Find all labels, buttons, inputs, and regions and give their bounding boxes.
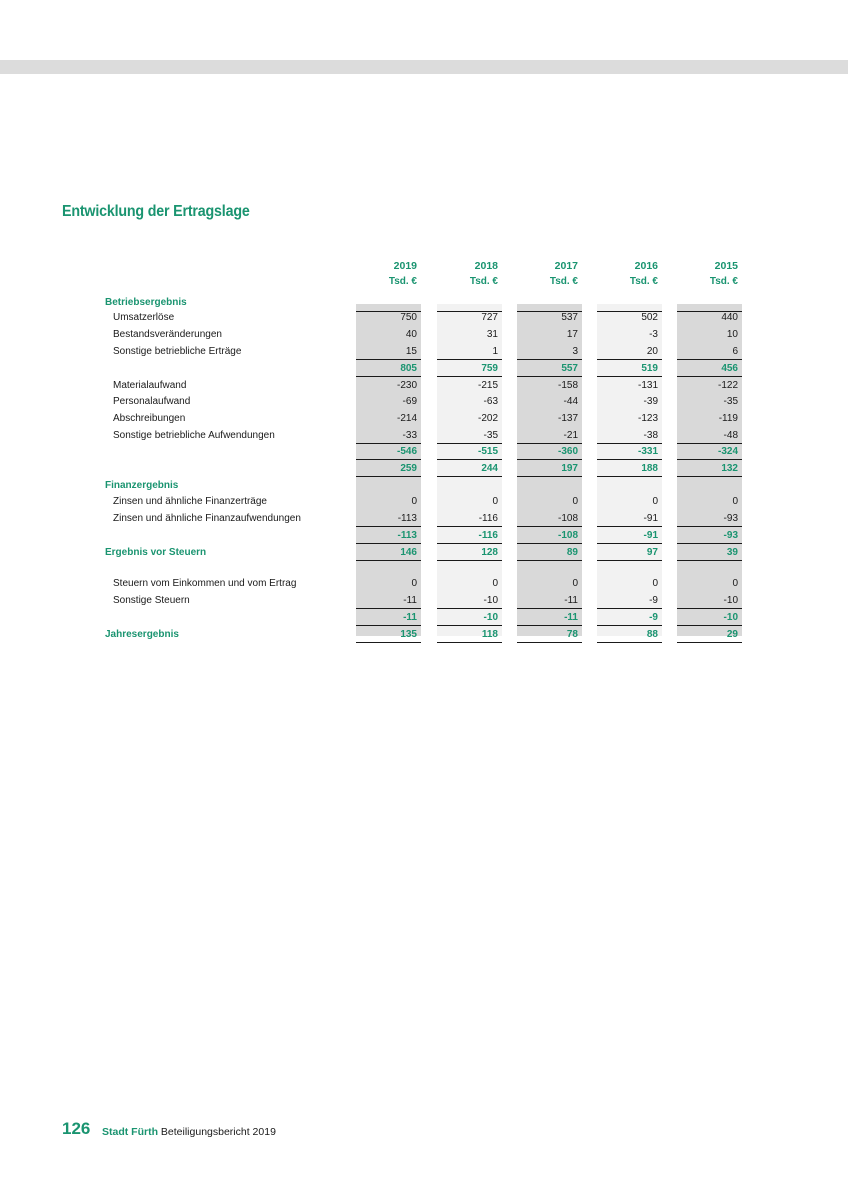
row-rule (437, 311, 502, 312)
table-cell: -360 (557, 446, 578, 457)
table-cell: 537 (561, 312, 578, 323)
table-cell: -33 (402, 430, 417, 441)
row-rule (356, 526, 421, 527)
row-rule (517, 359, 582, 360)
row-rule (517, 560, 582, 561)
table-cell: 244 (481, 463, 498, 474)
table-cell: 20 (646, 346, 658, 357)
table-cell: -116 (478, 530, 498, 541)
table-cell: 78 (566, 629, 578, 640)
table-cell: -63 (483, 396, 498, 407)
table-cell: 3 (572, 346, 578, 357)
table-cell: -546 (396, 446, 417, 457)
row-rule (517, 459, 582, 460)
row-label: Umsatzerlöse (113, 312, 175, 323)
row-label: Zinsen und ähnliche Finanzerträge (113, 496, 267, 507)
row-rule (437, 359, 502, 360)
row-rule (677, 311, 742, 312)
row-rule (356, 642, 421, 643)
table-cell: -108 (557, 513, 578, 524)
row-rule (517, 311, 582, 312)
table-cell: 259 (400, 463, 417, 474)
table-cell: 727 (481, 312, 498, 323)
table-cell: -38 (643, 430, 658, 441)
table-cell: 805 (400, 363, 417, 374)
footer-text: Beteiligungsbericht 2019 (160, 1126, 276, 1138)
row-label: Materialaufwand (113, 380, 187, 391)
row-rule (677, 608, 742, 609)
page-number: 126 (62, 1119, 91, 1138)
table-cell: -131 (637, 380, 658, 391)
table-cell: -39 (643, 396, 658, 407)
row-label: Sonstige Steuern (113, 595, 190, 606)
row-rule (597, 642, 662, 643)
table-cell: 40 (405, 329, 417, 340)
table-cell: 197 (561, 463, 578, 474)
table-cell: 0 (652, 578, 658, 589)
table-cell: 29 (726, 629, 738, 640)
table-cell: 0 (572, 496, 578, 507)
table-cell: -44 (563, 396, 578, 407)
table-cell: 88 (646, 629, 658, 640)
row-rule (597, 311, 662, 312)
table-cell: -11 (564, 612, 578, 623)
table-cell: -3 (649, 329, 658, 340)
row-rule (517, 625, 582, 626)
column-unit: Tsd. € (469, 276, 498, 287)
table-cell: 759 (481, 363, 498, 374)
row-label: Sonstige betriebliche Erträge (113, 346, 242, 357)
table-cell: 557 (561, 363, 578, 374)
table-cell: 6 (732, 346, 738, 357)
column-year: 2016 (634, 260, 658, 272)
row-rule (517, 443, 582, 444)
row-rule (437, 543, 502, 544)
table-cell: 118 (481, 629, 498, 640)
row-rule (597, 359, 662, 360)
table-cell: 750 (400, 312, 417, 323)
row-rule (437, 443, 502, 444)
row-rule (677, 443, 742, 444)
table-cell: -91 (643, 530, 658, 541)
table-cell: -48 (723, 430, 738, 441)
table-cell: -9 (649, 595, 658, 606)
row-rule (677, 376, 742, 377)
footer-caption (102, 1126, 276, 1138)
table-cell: -108 (557, 530, 578, 541)
table-cell: 132 (721, 463, 738, 474)
row-rule (677, 642, 742, 643)
table-cell: -91 (643, 513, 658, 524)
table-cell: -331 (637, 446, 658, 457)
row-rule (677, 476, 742, 477)
row-rule (356, 625, 421, 626)
table-cell: 0 (572, 578, 578, 589)
row-rule (597, 526, 662, 527)
table-cell: 456 (721, 363, 738, 374)
row-rule (677, 526, 742, 527)
table-cell: -10 (723, 595, 738, 606)
table-cell: 0 (492, 578, 498, 589)
section-label: Ergebnis vor Steuern (105, 547, 207, 558)
table-cell: 0 (652, 496, 658, 507)
table-cell: 128 (481, 547, 498, 558)
row-rule (677, 359, 742, 360)
table-cell: 440 (721, 312, 738, 323)
row-rule (597, 459, 662, 460)
row-rule (597, 608, 662, 609)
table-cell: 97 (646, 547, 658, 558)
row-rule (597, 625, 662, 626)
row-rule (356, 476, 421, 477)
table-cell: -113 (397, 513, 417, 524)
section-label: Finanzergebnis (105, 480, 179, 491)
row-rule (597, 443, 662, 444)
table-cell: -122 (717, 380, 738, 391)
page-title: Entwicklung der Ertragslage (62, 203, 250, 220)
row-rule (597, 560, 662, 561)
row-rule (517, 376, 582, 377)
row-label: Steuern vom Einkommen und vom Ertrag (113, 578, 297, 589)
row-rule (356, 543, 421, 544)
row-rule (437, 459, 502, 460)
table-cell: -158 (557, 380, 578, 391)
row-rule (356, 608, 421, 609)
row-rule (677, 543, 742, 544)
table-cell: -10 (483, 595, 498, 606)
table-cell: 146 (400, 547, 417, 558)
footer-brand: Stadt Fürth (102, 1126, 158, 1138)
row-label: Zinsen und ähnliche Finanzaufwendungen (113, 513, 301, 524)
row-rule (356, 560, 421, 561)
column-unit: Tsd. € (629, 276, 658, 287)
table-cell: 0 (411, 578, 417, 589)
section-label: Jahresergebnis (105, 629, 179, 640)
table-cell: -11 (403, 612, 417, 623)
row-label: Sonstige betriebliche Aufwendungen (113, 430, 275, 441)
row-label: Bestandsveränderungen (113, 329, 222, 340)
table-cell: -137 (557, 413, 578, 424)
row-rule (517, 476, 582, 477)
row-rule (677, 459, 742, 460)
table-cell: -215 (477, 380, 498, 391)
column-year: 2018 (474, 260, 498, 272)
table-cell: 0 (411, 496, 417, 507)
row-rule (437, 608, 502, 609)
column-unit: Tsd. € (549, 276, 578, 287)
row-rule (517, 642, 582, 643)
row-rule (597, 476, 662, 477)
table-cell: 10 (726, 329, 738, 340)
table-cell: -214 (396, 413, 417, 424)
row-rule (517, 526, 582, 527)
table-cell: 15 (405, 346, 417, 357)
column-year: 2015 (714, 260, 738, 272)
row-label: Personalaufwand (113, 396, 191, 407)
table-cell: -515 (477, 446, 498, 457)
table-cell: -116 (478, 513, 498, 524)
row-rule (356, 443, 421, 444)
table-cell: 188 (641, 463, 658, 474)
section-label: Betriebsergebnis (105, 297, 187, 308)
column-year: 2017 (554, 260, 578, 272)
row-rule (597, 543, 662, 544)
table-cell: -21 (563, 430, 578, 441)
table-cell: -9 (649, 612, 658, 623)
column-year: 2019 (393, 260, 417, 272)
row-rule (356, 359, 421, 360)
table-cell: 0 (492, 496, 498, 507)
table-cell: 17 (566, 329, 578, 340)
table-cell: 31 (486, 329, 498, 340)
table-cell: -230 (396, 380, 417, 391)
row-rule (437, 526, 502, 527)
table-cell: -11 (564, 595, 578, 606)
column-unit: Tsd. € (388, 276, 417, 287)
table-cell: -10 (483, 612, 498, 623)
table-cell: -324 (717, 446, 738, 457)
table-cell: 0 (732, 496, 738, 507)
row-rule (437, 625, 502, 626)
table-cell: -113 (397, 530, 417, 541)
table-cell: -35 (723, 396, 738, 407)
table-cell: 89 (566, 547, 578, 558)
table-cell: 0 (732, 578, 738, 589)
table-cell: -119 (718, 413, 738, 424)
table-cell: 135 (400, 629, 417, 640)
row-rule (437, 642, 502, 643)
row-rule (517, 608, 582, 609)
row-rule (437, 560, 502, 561)
table-cell: -11 (403, 595, 417, 606)
row-rule (356, 376, 421, 377)
row-rule (437, 376, 502, 377)
table-cell: -69 (402, 396, 417, 407)
row-rule (677, 560, 742, 561)
table-cell: -123 (637, 413, 658, 424)
table-cell: 502 (641, 312, 658, 323)
table-cell: 519 (641, 363, 658, 374)
table-cell: 39 (726, 547, 738, 558)
row-label: Abschreibungen (113, 413, 186, 424)
row-rule (597, 376, 662, 377)
table-cell: -93 (723, 530, 738, 541)
column-unit: Tsd. € (709, 276, 738, 287)
row-rule (356, 459, 421, 460)
row-rule (517, 543, 582, 544)
table-cell: -93 (723, 513, 738, 524)
table-cell: -202 (477, 413, 498, 424)
row-rule (677, 625, 742, 626)
table-cell: -35 (483, 430, 498, 441)
row-rule (437, 476, 502, 477)
table-cell: -10 (723, 612, 738, 623)
row-rule (356, 311, 421, 312)
table-cell: 1 (492, 346, 498, 357)
